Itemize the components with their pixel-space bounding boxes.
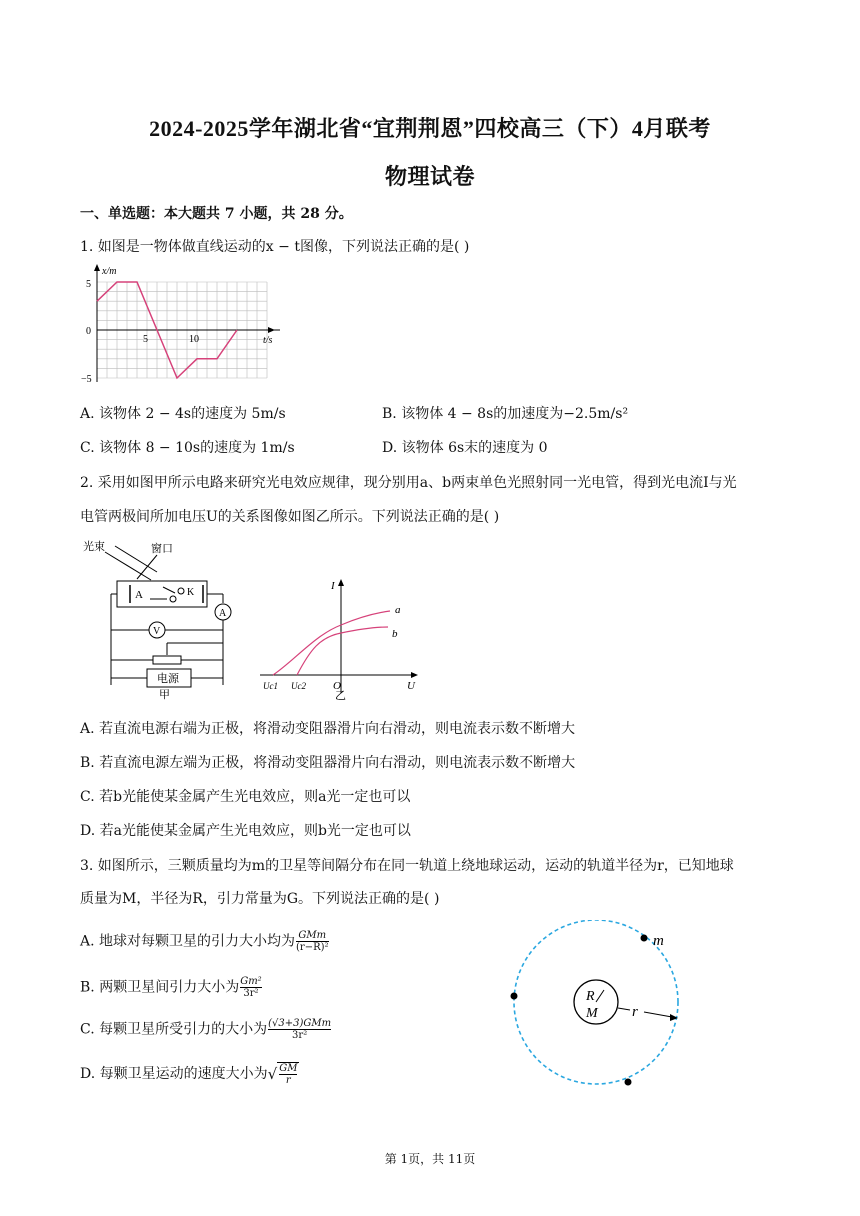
page-title: 2024-2025学年湖北省“宜荆荆恩”四校高三（下）4月联考 [149, 116, 711, 141]
q2-anode-label: A [135, 589, 143, 601]
q2-circuit-caption: 甲 [159, 689, 170, 700]
q2-u-arrow [411, 672, 418, 678]
q3-satellite [511, 993, 518, 1000]
q2-curve-b-label: b [392, 628, 398, 640]
q3-stem-line1: 3. 如图所示，三颗质量均为m的卫星等间隔分布在同一轨道上绕地球运动，运动的轨道半径为r，已知地球 [80, 858, 734, 874]
q3-stem-line2: 质量为M，半径为R，引力常量为G。下列说法正确的是( ) [80, 891, 440, 907]
q3-radius-r-line [644, 1012, 672, 1017]
q2-rheostat [153, 656, 181, 664]
q3-option-a-fraction: GMm (r−R)² [296, 930, 329, 953]
q3-option-d-sqrt: √ [267, 1065, 278, 1083]
q1-ytick-neg5: −5 [81, 374, 92, 385]
q3-option-a: A. 地球对每颗卫星的引力大小均为 GMm (r−R)² [80, 930, 329, 953]
q1-option-a: A. 该物体 2 − 4s的速度为 5m/s [80, 406, 286, 422]
q1-option-d: D. 该物体 6s末的速度为 0 [382, 440, 548, 456]
q2-curve-b [297, 627, 388, 675]
q2-graph-caption: 乙 [335, 690, 346, 700]
q3-option-b: B. 两颗卫星间引力大小为 $\frac{\text{Gm²}}{\text{3r²}}$ [80, 976, 262, 999]
q2-curve-a-label: a [395, 604, 401, 616]
page-subtitle: 物理试卷 [384, 164, 475, 189]
q1-xtick-10: 10 [189, 334, 199, 345]
q1-ylabel: x/m [102, 266, 117, 277]
q3-option-b-fraction: $\frac{\text{Gm²}}{\text{3r²}}$ [240, 976, 262, 999]
q1-x-arrow [268, 327, 275, 333]
q3-earth-r-label: R [586, 989, 595, 1004]
q2-voltmeter-label: V [153, 626, 161, 637]
q3-satellite-label: m [653, 933, 664, 949]
page-footer: 第 1页，共 11页 [384, 1152, 476, 1166]
q2-uc2-label: Uc2 [291, 681, 306, 691]
q2-stem-line1: 2. 采用如图甲所示电路来研究光电效应规律，现分别用a、b两束单色光照射同一光电管，得到光电流I与光 [80, 475, 737, 491]
q2-option-b: B. 若直流电源左端为正极，将滑动变阻器滑片向右滑动，则电流表示数不断增大 [80, 755, 576, 771]
q2-i-arrow [338, 579, 344, 586]
q2-stem-line2: 电管两极间所加电压U的关系图像如图乙所示。下列说法正确的是( ) [80, 509, 500, 525]
q2-circuit-diagram [75, 535, 250, 700]
q2-window-pointer [137, 555, 157, 579]
q2-window-label: 窗口 [151, 543, 173, 555]
q3-satellite [625, 1079, 632, 1086]
q2-iu-graph [255, 575, 420, 700]
q3-option-d-fraction: $\frac{GM}{r}$ [279, 1063, 298, 1086]
q2-beam-line [105, 552, 151, 580]
q1-stem: 1. 如图是一物体做直线运动的x − t图像，下列说法正确的是( ) [80, 239, 470, 255]
q1-y-arrow [94, 264, 100, 271]
q1-xt-graph [75, 262, 280, 390]
q2-ammeter-label: A [219, 608, 227, 619]
q1-xtick-5: 5 [143, 334, 148, 345]
q1-ytick-5: 5 [86, 279, 91, 290]
q3-orbit-figure [500, 920, 700, 1100]
q3-satellite [641, 935, 648, 942]
q2-option-c: C. 若b光能使某金属产生光电效应，则a光一定也可以 [80, 789, 411, 805]
q3-orbit-r-label: r [632, 1004, 638, 1020]
q2-origin-label: O [333, 680, 341, 692]
section-heading: 一、单选题：本大题共 7 小题，共 28 分。 [80, 206, 353, 222]
q1-xlabel: t/s [263, 335, 273, 346]
q1-option-b: B. 该物体 4 − 8s的加速度为−2.5m/s² [382, 406, 629, 422]
q2-u-label: U [407, 680, 415, 692]
q2-beam-label: 光束 [83, 541, 105, 553]
q1-option-c: C. 该物体 8 − 10s的速度为 1m/s [80, 440, 295, 456]
q3-option-c: C. 每颗卫星所受引力的大小为 (√3+3)GMm 3r² [80, 1018, 332, 1041]
q2-i-label: I [331, 580, 335, 592]
q3-radius-r-line [618, 1008, 630, 1010]
q3-earth-m-label: M [586, 1006, 598, 1021]
q2-uc1-label: Uc1 [263, 681, 278, 691]
q2-curve-a [273, 611, 390, 675]
q2-cathode-label: K [187, 587, 195, 598]
q1-ytick-0: 0 [86, 326, 91, 337]
q3-option-c-fraction: (√3+3)GMm 3r² [268, 1018, 332, 1041]
q3-option-d: D. 每颗卫星运动的速度大小为√ $\frac{GM}{r}$ [80, 1063, 298, 1086]
q2-option-a: A. 若直流电源右端为正极，将滑动变阻器滑片向右滑动，则电流表示数不断增大 [80, 721, 576, 737]
q2-power-label: 电源 [157, 673, 179, 685]
q2-option-d: D. 若a光能使某金属产生光电效应，则b光一定也可以 [80, 823, 411, 839]
